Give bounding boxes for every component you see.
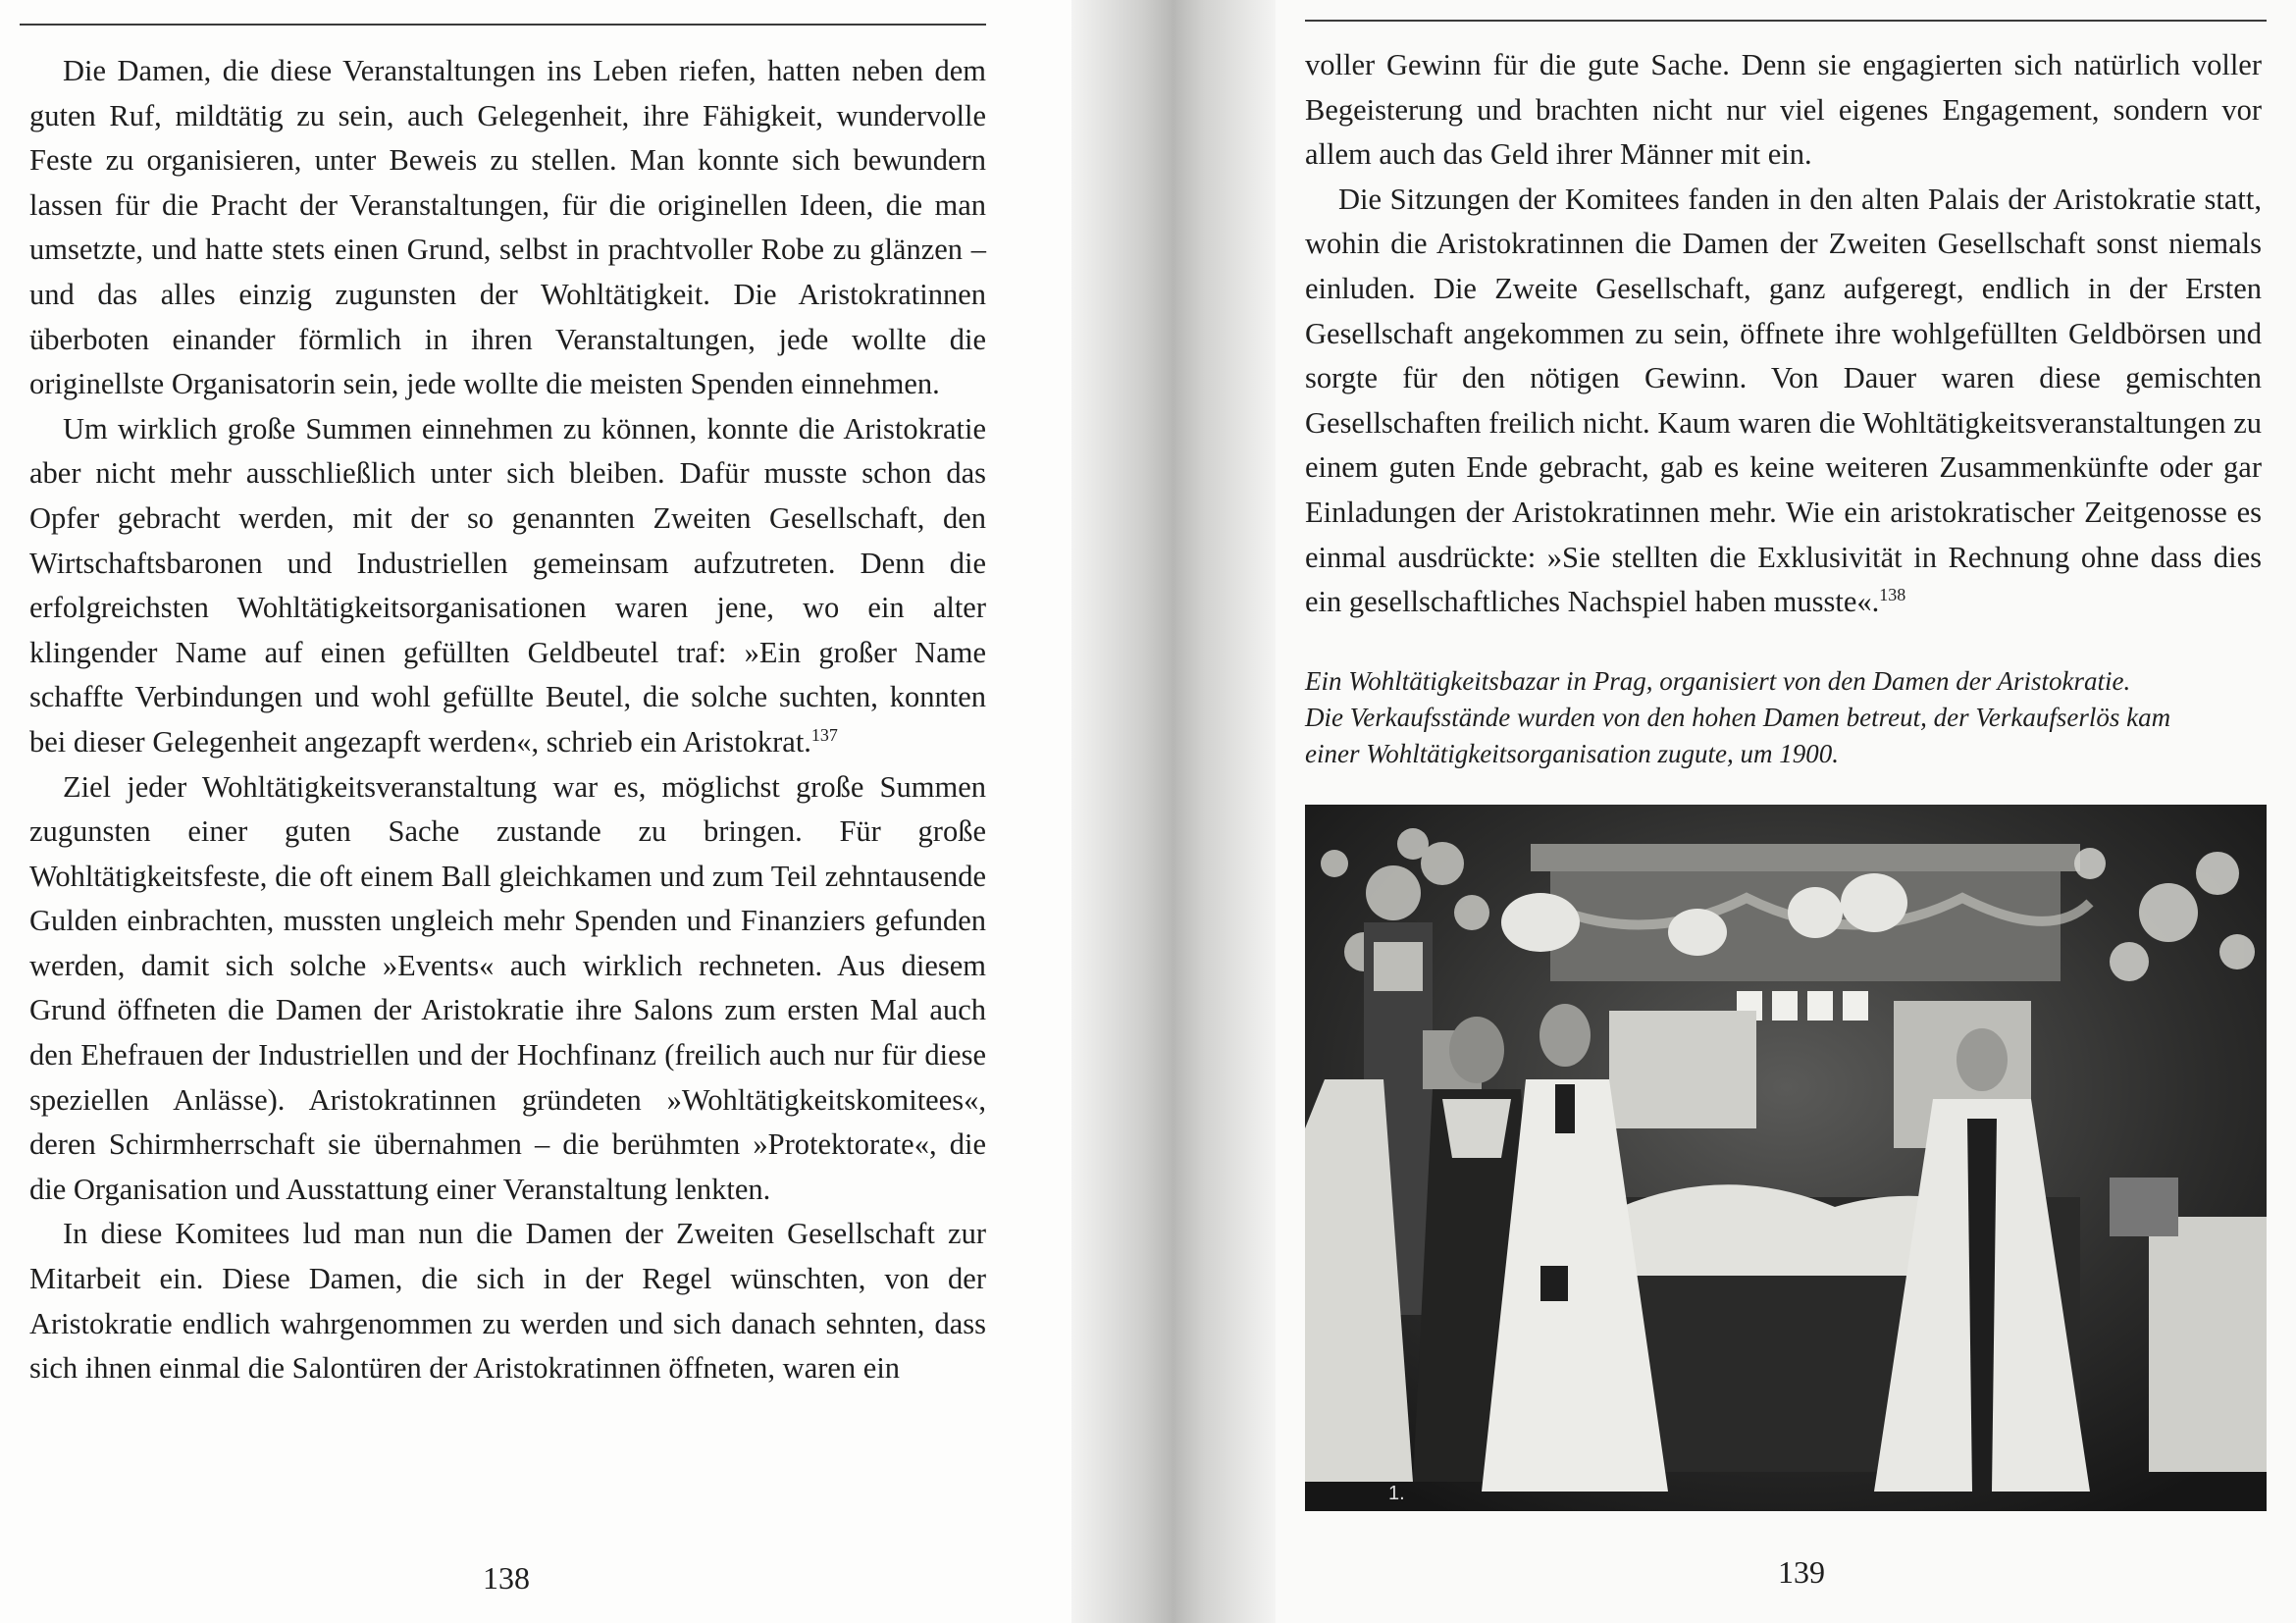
- paragraph-text: Um wirklich große Summen einnehmen zu können, konnte die Aristokratie aber nicht mehr ausschließlich unter sich bleiben. Dafür musste schon das Opfer gebracht werden, mit der so genannten Zweiten Gesellschaft, den Wirtschaftsbaronen und Industriellen gemeinsam aufzutreten. Denn die erfolgreichsten Wohltätigkeitsorganisationen waren jene, wo ein alter klingender Name auf einen gefüllten Geldbeutel traf: »Ein großer Name schaffte Verbindungen und wohl gefüllte Beutel, die solche suchten, konnten bei dieser Gelegenheit angezapft werden«, schrieb ein Aristokrat.: [29, 411, 986, 759]
- right-page-body: [1305, 43, 2262, 625]
- caption-line: Die Verkaufsstände wurden von den hohen Damen betreut, der Verkaufserlös kam: [1305, 703, 2171, 732]
- book-gutter: [1071, 0, 1276, 1623]
- paragraph: [1305, 178, 2262, 625]
- page-number: 139: [1778, 1554, 1825, 1590]
- right-page: [1276, 0, 2296, 1623]
- footnote-marker: 137: [810, 724, 838, 745]
- footnote-marker: 138: [1879, 584, 1906, 604]
- header-rule: [20, 24, 986, 26]
- paragraph: Ziel jeder Wohltätigkeitsveranstaltung war es, möglichst große Summen zugunsten einer guten Sache zustande zu bringen. Für große Wohltätigkeitsfeste, die oft einem Ball gleichkamen und zum Teil zehntausende Gulden einbrachten, mussten ungleich mehr Spenden und Finanziers gefunden werden, damit sich solche »Events« auch wirklich rechneten. Aus diesem Grund öffneten die Damen der Aristokratie ihre Salons zum ersten Mal auch den Ehefrauen der Industriellen und der Hochfinanz (freilich auch nur für diese speziellen Anlässe). Aristokratinnen gründeten »Wohltätigkeitskomitees«, deren Schirmherrschaft sie übernahmen – die berühmten »Protektorate«, die die Organisation und Ausstattung einer Veranstaltung lenkten.: [29, 769, 986, 1206]
- paragraph: [29, 407, 986, 765]
- historical-photo: [1305, 805, 2267, 1511]
- caption-line: Ein Wohltätigkeitsbazar in Prag, organisiert von den Damen der Aristokratie.: [1305, 666, 2131, 696]
- paragraph: voller Gewinn für die gute Sache. Denn sie engagierten sich natürlich voller Begeisterung und brachten nicht nur viel eigenes Engagement, sondern vor allem auch das Geld ihrer Männer mit ein.: [1305, 48, 2262, 172]
- left-page: [0, 0, 1071, 1623]
- photo-caption: [1305, 663, 2267, 772]
- paragraph: In diese Komitees lud man nun die Damen der Zweiten Gesellschaft zur Mitarbeit ein. Diese Damen, die sich in der Regel wünschten, von der Aristokratie endlich wahrgenommen zu werden und sich danach sehnten, dass sich ihnen einmal die Salontüren der Aristokratinnen öffneten, waren ein: [29, 1217, 986, 1386]
- paragraph-text: Die Sitzungen der Komitees fanden in den alten Palais der Aristokratie statt, wohin die Aristokratinnen die Damen der Zweiten Gesellschaft sonst niemals einluden. Die Zweite Gesellschaft, ganz aufgeregt, endlich in der Ersten Gesellschaft angekommen zu sein, öffnete ihre wohlgefüllten Geldbörsen und sorgte für den nötigen Gewinn. Von Dauer waren diese gemischten Gesellschaften freilich nicht. Kaum waren die Wohltätigkeitsveranstaltungen zu einem guten Ende gebracht, gab es keine weiteren Zusammenkünfte oder gar Einladungen der Aristokratinnen mehr. Wie ein aristokratischer Zeitgenosse es einmal ausdrückte: »Sie stellten die Exklusivität in Rechnung ohne dass dies ein gesellschaftliches Nachspiel haben musste«.: [1305, 182, 2262, 619]
- header-rule: [1305, 20, 2267, 22]
- caption-line: einer Wohltätigkeitsorganisation zugute, um 1900.: [1305, 739, 1839, 768]
- photo-illustration: [1305, 805, 2267, 1511]
- paragraph: Die Damen, die diese Veranstaltungen ins Leben riefen, hatten neben dem guten Ruf, mildtätig zu sein, auch Gelegenheit, ihre Fähigkeit, wundervolle Feste zu organisieren, unter Beweis zu stellen. Man konnte sich bewundern lassen für die Pracht der Veranstaltungen, für die originellen Ideen, die man umsetzte, und hatte stets einen Grund, selbst in prachtvoller Robe zu glänzen – und das alles einzig zugunsten der Wohltätigkeit. Die Aristokratinnen überboten einander förmlich in ihren Veranstaltungen, jede wollte die originellste Organisatorin sein, jede wollte die meisten Spenden einnehmen.: [29, 54, 986, 401]
- page-number: 138: [483, 1560, 530, 1596]
- left-page-body: [29, 49, 986, 1391]
- photo-mark: 1.: [1388, 1483, 1405, 1504]
